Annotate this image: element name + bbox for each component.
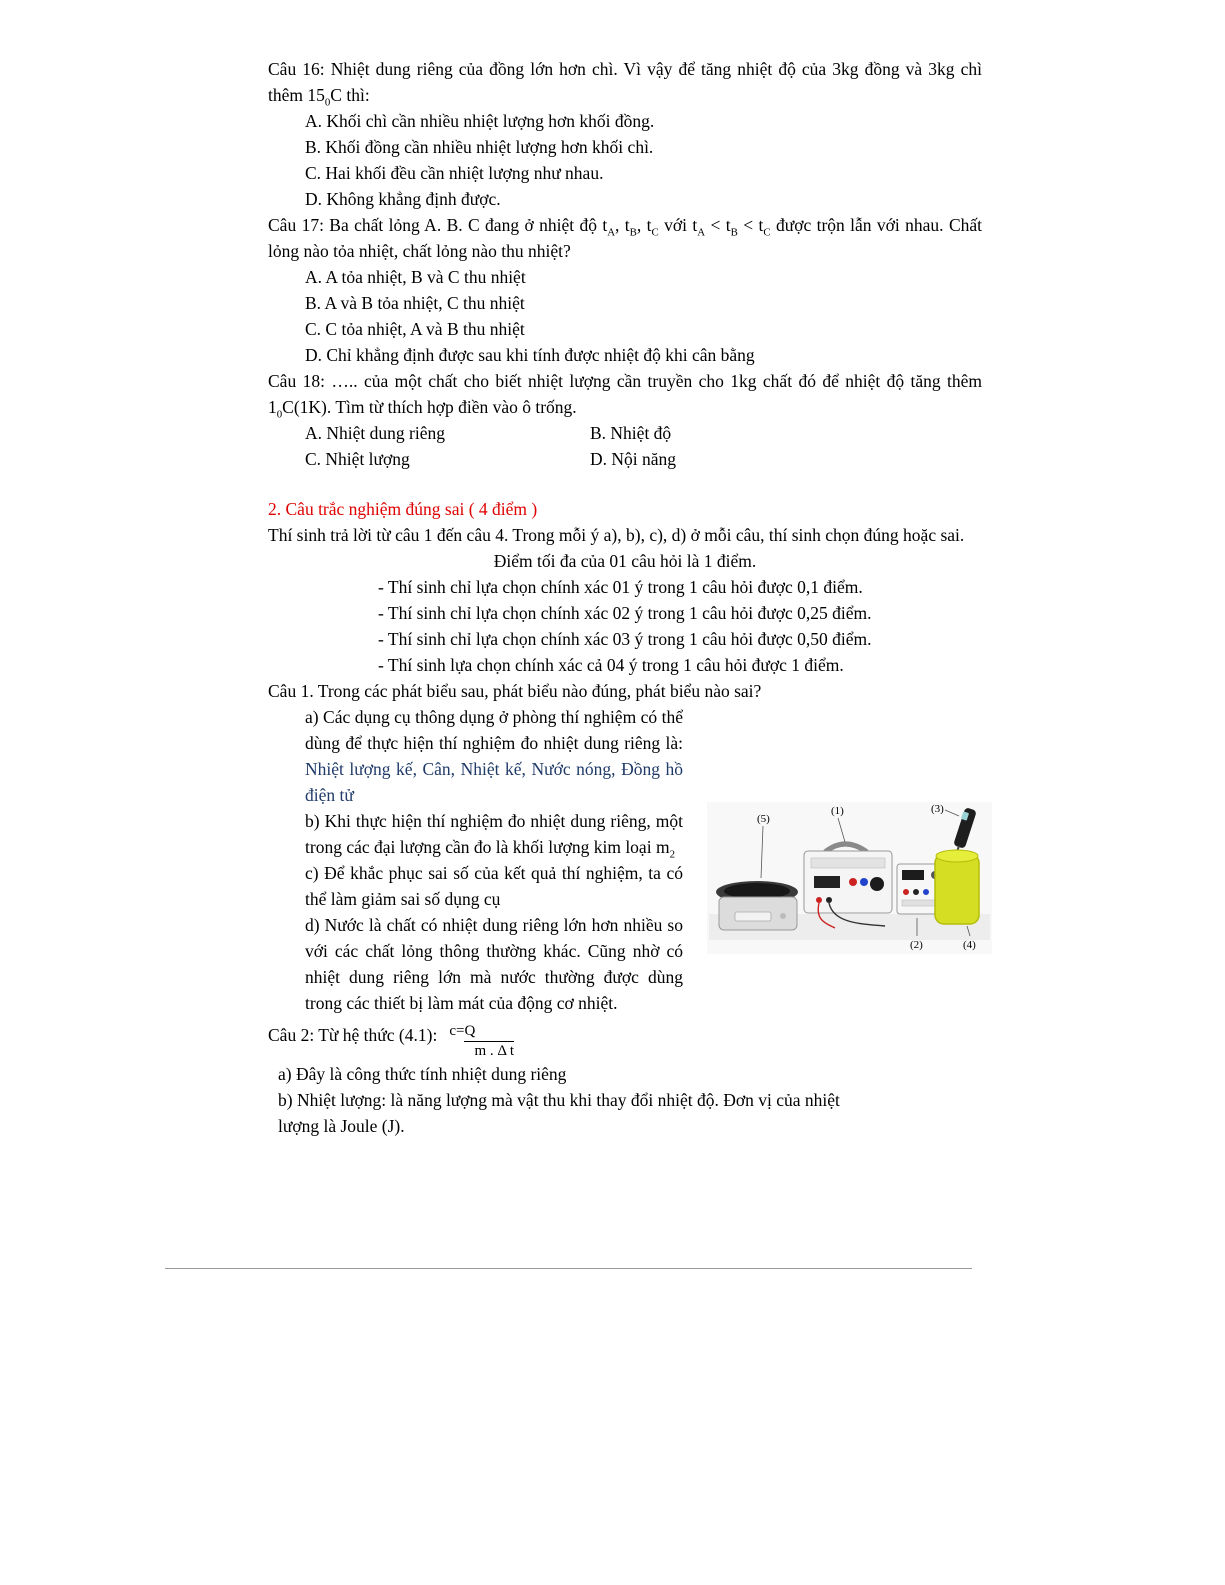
question-1-statements [305, 704, 683, 1016]
section-2-heading: 2. Câu trắc nghiệm đúng sai ( 4 điểm ) [268, 499, 538, 519]
question-17-text: Câu 17: Ba chất lỏng A. B. C đang ở nhiệt độ $t_A$, $t_B$, $t_C$ với $t_A < t_B < t_C$ được trộn lẫn với nhau. Chất lỏng nào tỏa nhiệt, chất lỏng nào thu nhiệt? [268, 215, 982, 261]
question-16-option-b: B. Khối đồng cần nhiều nhiệt lượng hơn khối chì. [305, 137, 654, 157]
question-17-option-c: C. C tỏa nhiệt, A và B thu nhiệt [305, 319, 525, 339]
question-2-title: Câu 2: Từ hệ thức (4.1): [268, 1025, 438, 1045]
question-16-text: Câu 16: Nhiệt dung riêng của đồng lớn hơn chì. Vì vậy để tăng nhiệt độ của 3kg đồng và 3kg chì thêm $15_0C$ thì: [268, 59, 982, 109]
page-divider [165, 1268, 972, 1269]
question-17-option-a: A. A tỏa nhiệt, B và C thu nhiệt [305, 267, 526, 287]
question-1-body [268, 704, 982, 1016]
question-1-statement-c: c) Để khắc phục sai số của kết quả thí nghiệm, ta có thể làm giảm sai số dụng cụ [305, 863, 683, 909]
section-2-rule-3: - Thí sinh chỉ lựa chọn chính xác 03 ý trong 1 câu hỏi được 0,50 điểm. [378, 629, 872, 649]
question-18-text: Câu 18: ….. của một chất cho biết nhiệt lượng cần truyền cho 1kg chất đó để nhiệt độ tăng thêm $1_0C(1K)$. Tìm từ thích hợp điền vào ô trống. [268, 371, 982, 421]
figure-label-4: (4) [963, 939, 976, 951]
question-18-option-c: C. Nhiệt lượng [305, 449, 410, 469]
formula-denominator: m . Δ t [474, 1043, 515, 1059]
digital-scale [716, 881, 798, 930]
figure-label-3: (3) [931, 803, 944, 815]
question-1-statement-b: b) Khi thực hiện thí nghiệm đo nhiệt dung riêng, một trong các đại lượng cần đo là khối lượng kim loại $m_2$ [305, 811, 683, 861]
specific-heat-formula [449, 1022, 514, 1061]
question-2-header [268, 1022, 982, 1061]
question-18-options [305, 420, 982, 472]
question-18-option-a: A. Nhiệt dung riêng [305, 423, 445, 443]
question-16-option-d: D. Không khẳng định được. [305, 189, 501, 209]
section-2-intro: Thí sinh trả lời từ câu 1 đến câu 4. Trong mỗi ý a), b), c), d) ở mỗi câu, thí sinh chọn đúng hoặc sai. [268, 525, 965, 545]
question-2-statement-b: b) Nhiệt lượng: là năng lượng mà vật thu khi thay đổi nhiệt độ. Đơn vị của nhiệt lượng là Joule (J). [278, 1090, 840, 1136]
question-2-statement-a: a) Đây là công thức tính nhiệt dung riêng [278, 1064, 567, 1084]
section-2-rule-4: - Thí sinh lựa chọn chính xác cả 04 ý trong 1 câu hỏi được 1 điểm. [378, 655, 844, 675]
formula-fraction [464, 1022, 514, 1061]
question-17-option-d: D. Chỉ khẳng định được sau khi tính được nhiệt độ khi cân bằng [305, 345, 755, 365]
question-17-option-b: B. A và B tỏa nhiệt, C thu nhiệt [305, 293, 525, 313]
question-1-statement-a: a) Các dụng cụ thông dụng ở phòng thí nghiệm có thể dùng để thực hiện thí nghiệm đo nhiệt dung riêng là: Nhiệt lượng kế, Cân, Nhiệt kế, Nước nóng, Đồng hồ điện tử [305, 707, 683, 805]
question-16-option-c: C. Hai khối đều cần nhiệt lượng như nhau. [305, 163, 604, 183]
question-1-title: Câu 1. Trong các phát biểu sau, phát biểu nào đúng, phát biểu nào sai? [268, 681, 762, 701]
section-2-rule-1: - Thí sinh chỉ lựa chọn chính xác 01 ý trong 1 câu hỏi được 0,1 điểm. [378, 577, 863, 597]
figure-label-1: (1) [831, 805, 844, 817]
question-18-option-d: D. Nội năng [590, 449, 677, 469]
formula-lhs: c= [449, 1023, 465, 1039]
question-18-option-b: B. Nhiệt độ [590, 423, 672, 443]
figure-label-2: (2) [910, 939, 923, 951]
question-1-figure [707, 796, 992, 968]
figure-label-5: (5) [757, 813, 770, 825]
section-2-rule-2: - Thí sinh chỉ lựa chọn chính xác 02 ý trong 1 câu hỏi được 0,25 điểm. [378, 603, 872, 623]
question-16-option-a: A. Khối chì cần nhiều nhiệt lượng hơn khối đồng. [305, 111, 655, 131]
question-1-statement-d: d) Nước là chất có nhiệt dung riêng lớn hơn nhiều so với các chất lỏng thông thường khác. Cũng nhờ có nhiệt dung riêng lớn mà nước thường được dùng trong các thiết bị làm mát của động cơ nhiệt. [305, 915, 683, 1013]
section-2-max-score-line: Điểm tối đa của 01 câu hỏi là 1 điểm. [493, 551, 757, 571]
document-content [268, 56, 982, 1139]
formula-numerator: Q [464, 1022, 514, 1042]
lab-equipment-figure [707, 796, 992, 961]
measuring-vessel [935, 850, 979, 924]
